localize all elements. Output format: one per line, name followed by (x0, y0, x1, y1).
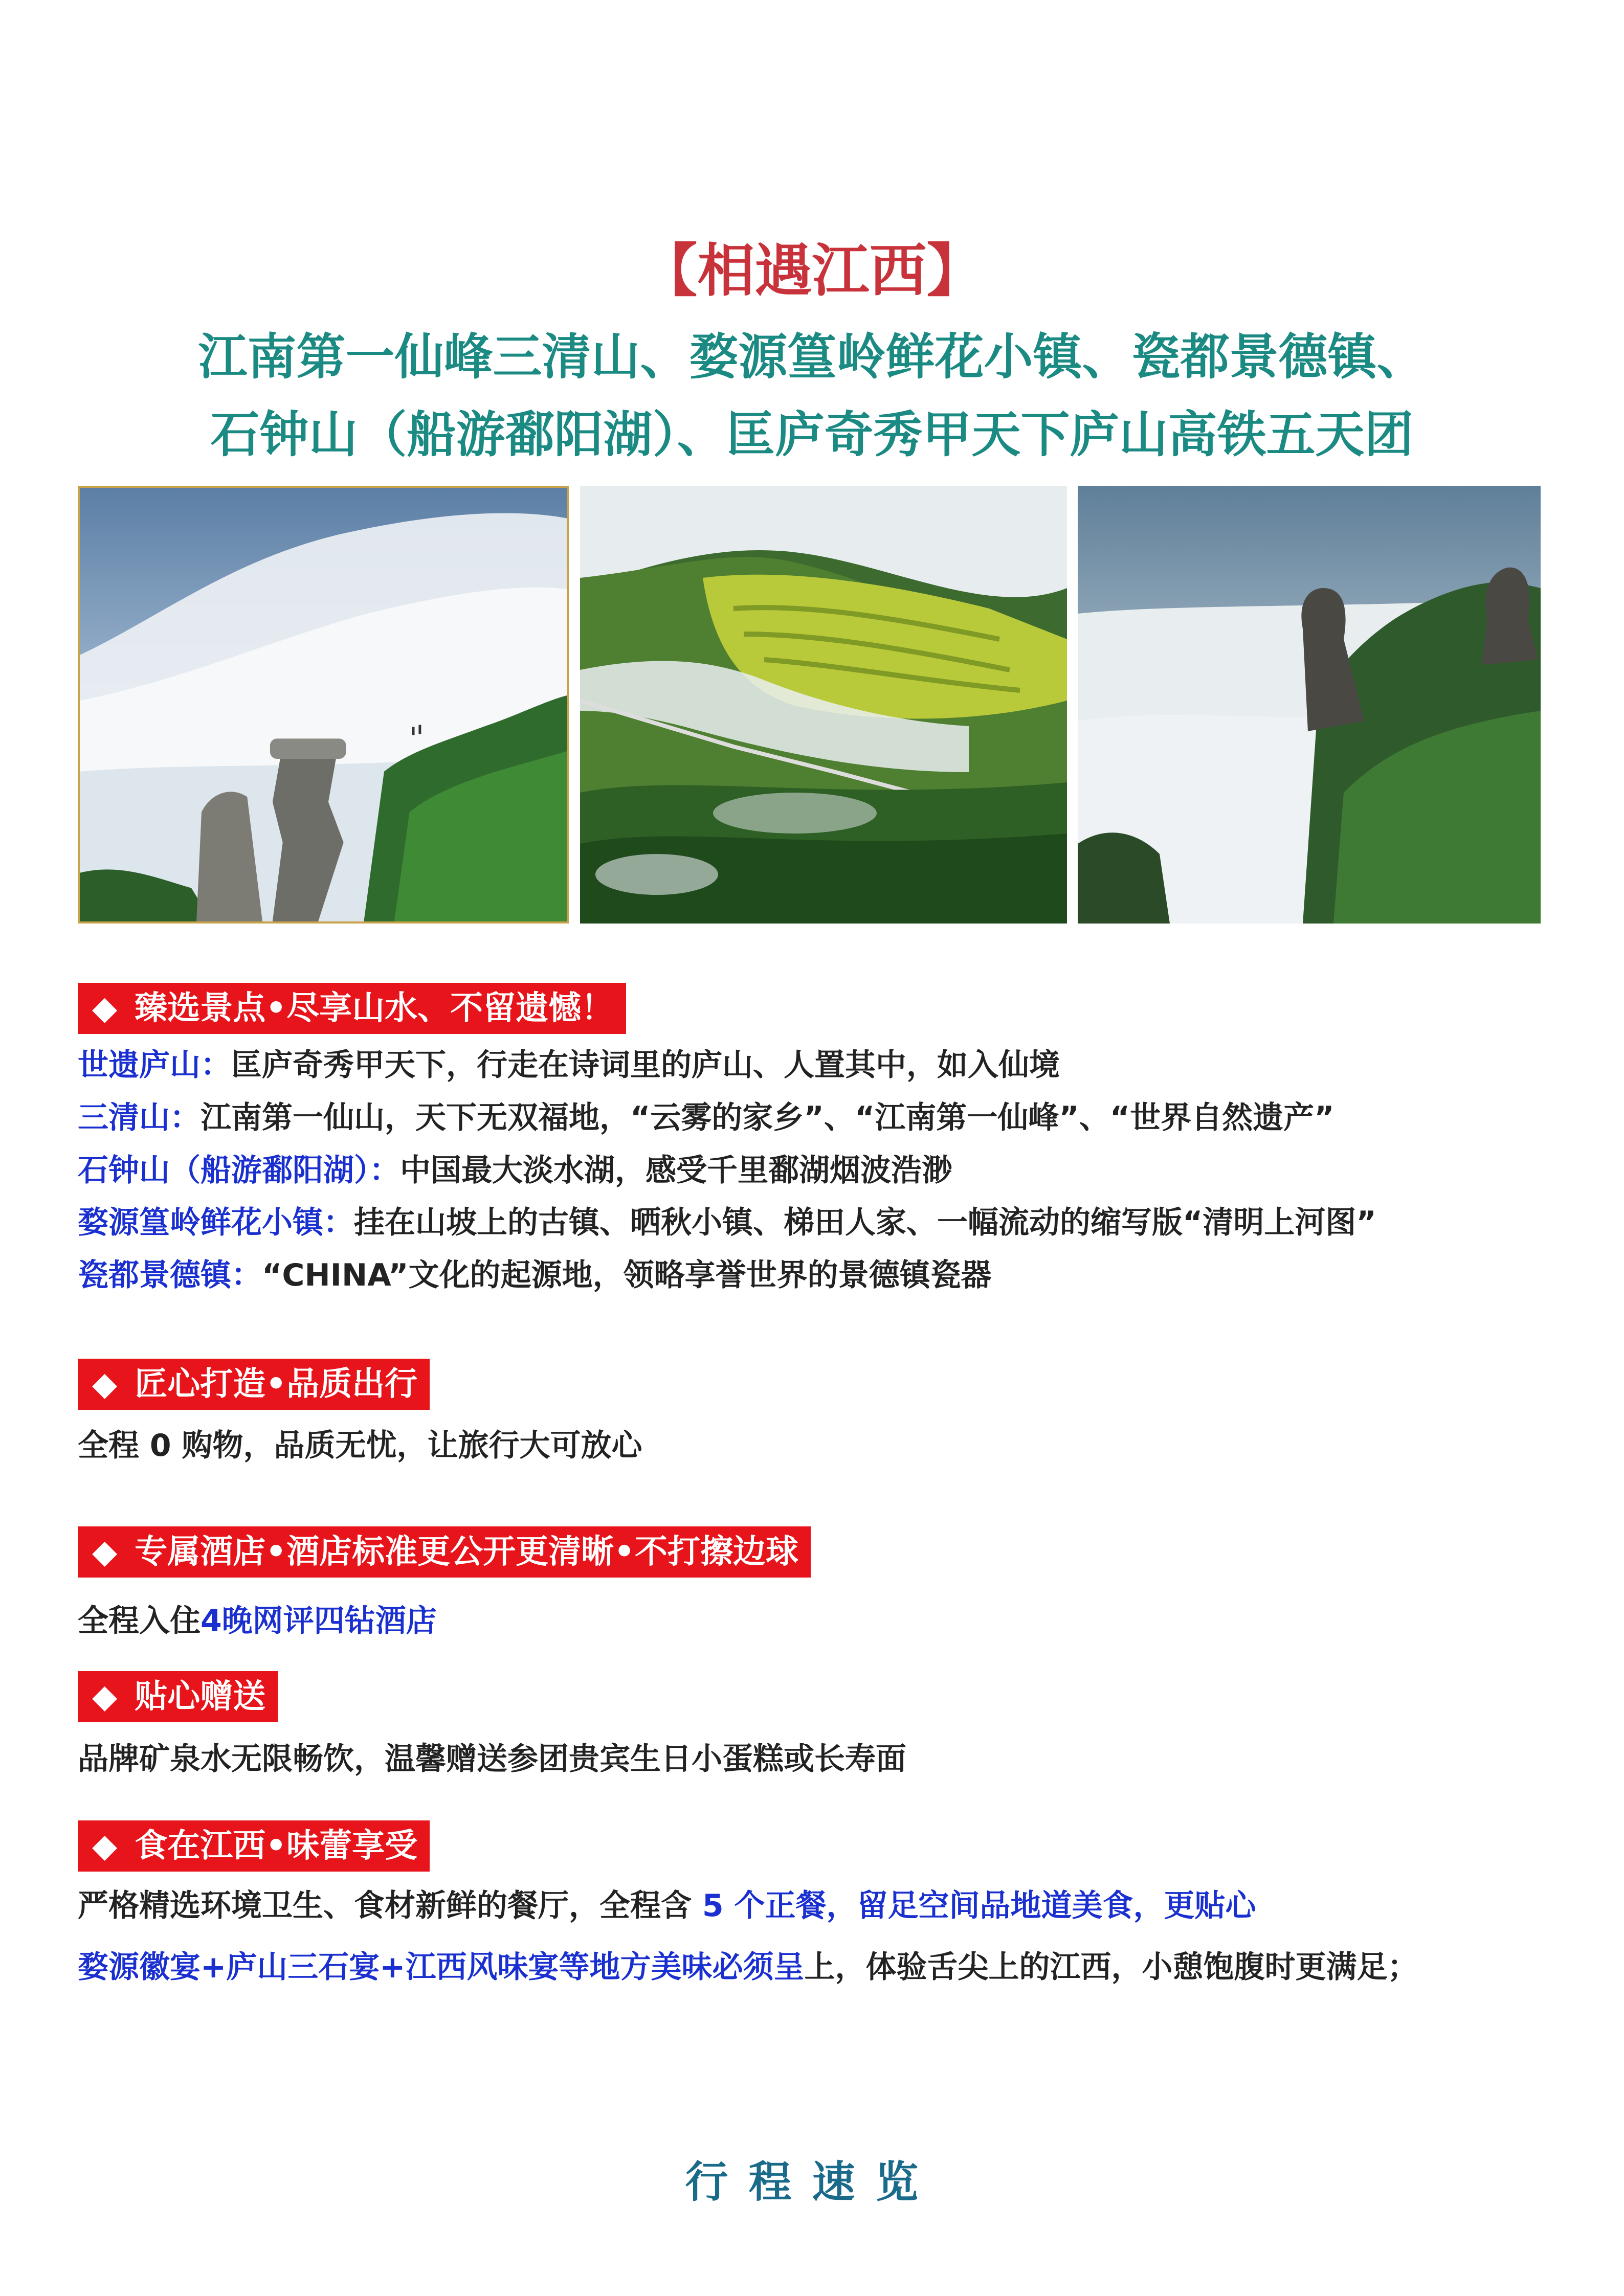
itinerary-overview-heading: 行程速览 (685, 2157, 939, 2207)
section-heading-attractions: ◆ 臻选景点•尽享山水、不留遗憾！ (78, 983, 626, 1034)
attraction-item: 瓷都景德镇：“CHINA”文化的起源地，领略享誉世界的景德镇瓷器 (78, 1257, 992, 1293)
section-heading-hotel: ◆ 专属酒店•酒店标准更公开更清晰•不打擦边球 (78, 1526, 811, 1578)
photo-sanqingshan-peak (1078, 486, 1541, 924)
diamond-icon: ◆ (92, 1533, 118, 1571)
section-heading-gifts: ◆ 贴心赠送 (78, 1671, 278, 1722)
attraction-item: 世遗庐山：匡庐奇秀甲天下，行走在诗词里的庐山、人置其中，如入仙境 (78, 1047, 1060, 1083)
quality-text: 全程 0 购物，品质无忧，让旅行大可放心 (78, 1428, 642, 1464)
subtitle-line-2: 石钟山（船游鄱阳湖）、匡庐奇秀甲天下庐山高铁五天团 (210, 406, 1414, 463)
attraction-item: 婺源篁岭鲜花小镇：挂在山坡上的古镇、晒秋小镇、梯田人家、一幅流动的缩写版“清明上河图” (78, 1205, 1376, 1241)
attraction-item: 三清山：江南第一仙山，天下无双福地，“云雾的家乡”、“江南第一仙峰”、“世界自然遗产” (78, 1100, 1334, 1136)
gifts-text: 品牌矿泉水无限畅饮，温馨赠送参团贵宾生日小蛋糕或长寿面 (78, 1741, 906, 1777)
attraction-item: 石钟山（船游鄱阳湖）：中国最大淡水湖，感受千里鄱湖烟波浩渺 (78, 1153, 952, 1188)
photo-lushan-clouds (78, 486, 569, 924)
section-heading-quality: ◆ 匠心打造•品质出行 (78, 1359, 430, 1410)
photo-wuyuan-terraces (580, 486, 1067, 924)
diamond-icon: ◆ (92, 1827, 118, 1865)
subtitle-line-1: 江南第一仙峰三清山、婺源篁岭鲜花小镇、瓷都景德镇、 (198, 328, 1426, 386)
food-text-line-2: 婺源徽宴+庐山三石宴+江西风味宴等地方美味必须呈上，体验舌尖上的江西，小憩饱腹时更满足； (78, 1949, 1418, 1985)
diamond-icon: ◆ (92, 1678, 118, 1716)
food-text-line-1: 严格精选环境卫生、食材新鲜的餐厅，全程含 5 个正餐，留足空间品地道美食，更贴心 (78, 1888, 1256, 1924)
hotel-text: 全程入住4晚网评四钻酒店 (78, 1603, 437, 1639)
diamond-icon: ◆ (92, 989, 118, 1027)
diamond-icon: ◆ (92, 1365, 118, 1403)
section-heading-food: ◆ 食在江西•味蕾享受 (78, 1820, 430, 1872)
page-title: 【相遇江西】 (640, 238, 984, 304)
